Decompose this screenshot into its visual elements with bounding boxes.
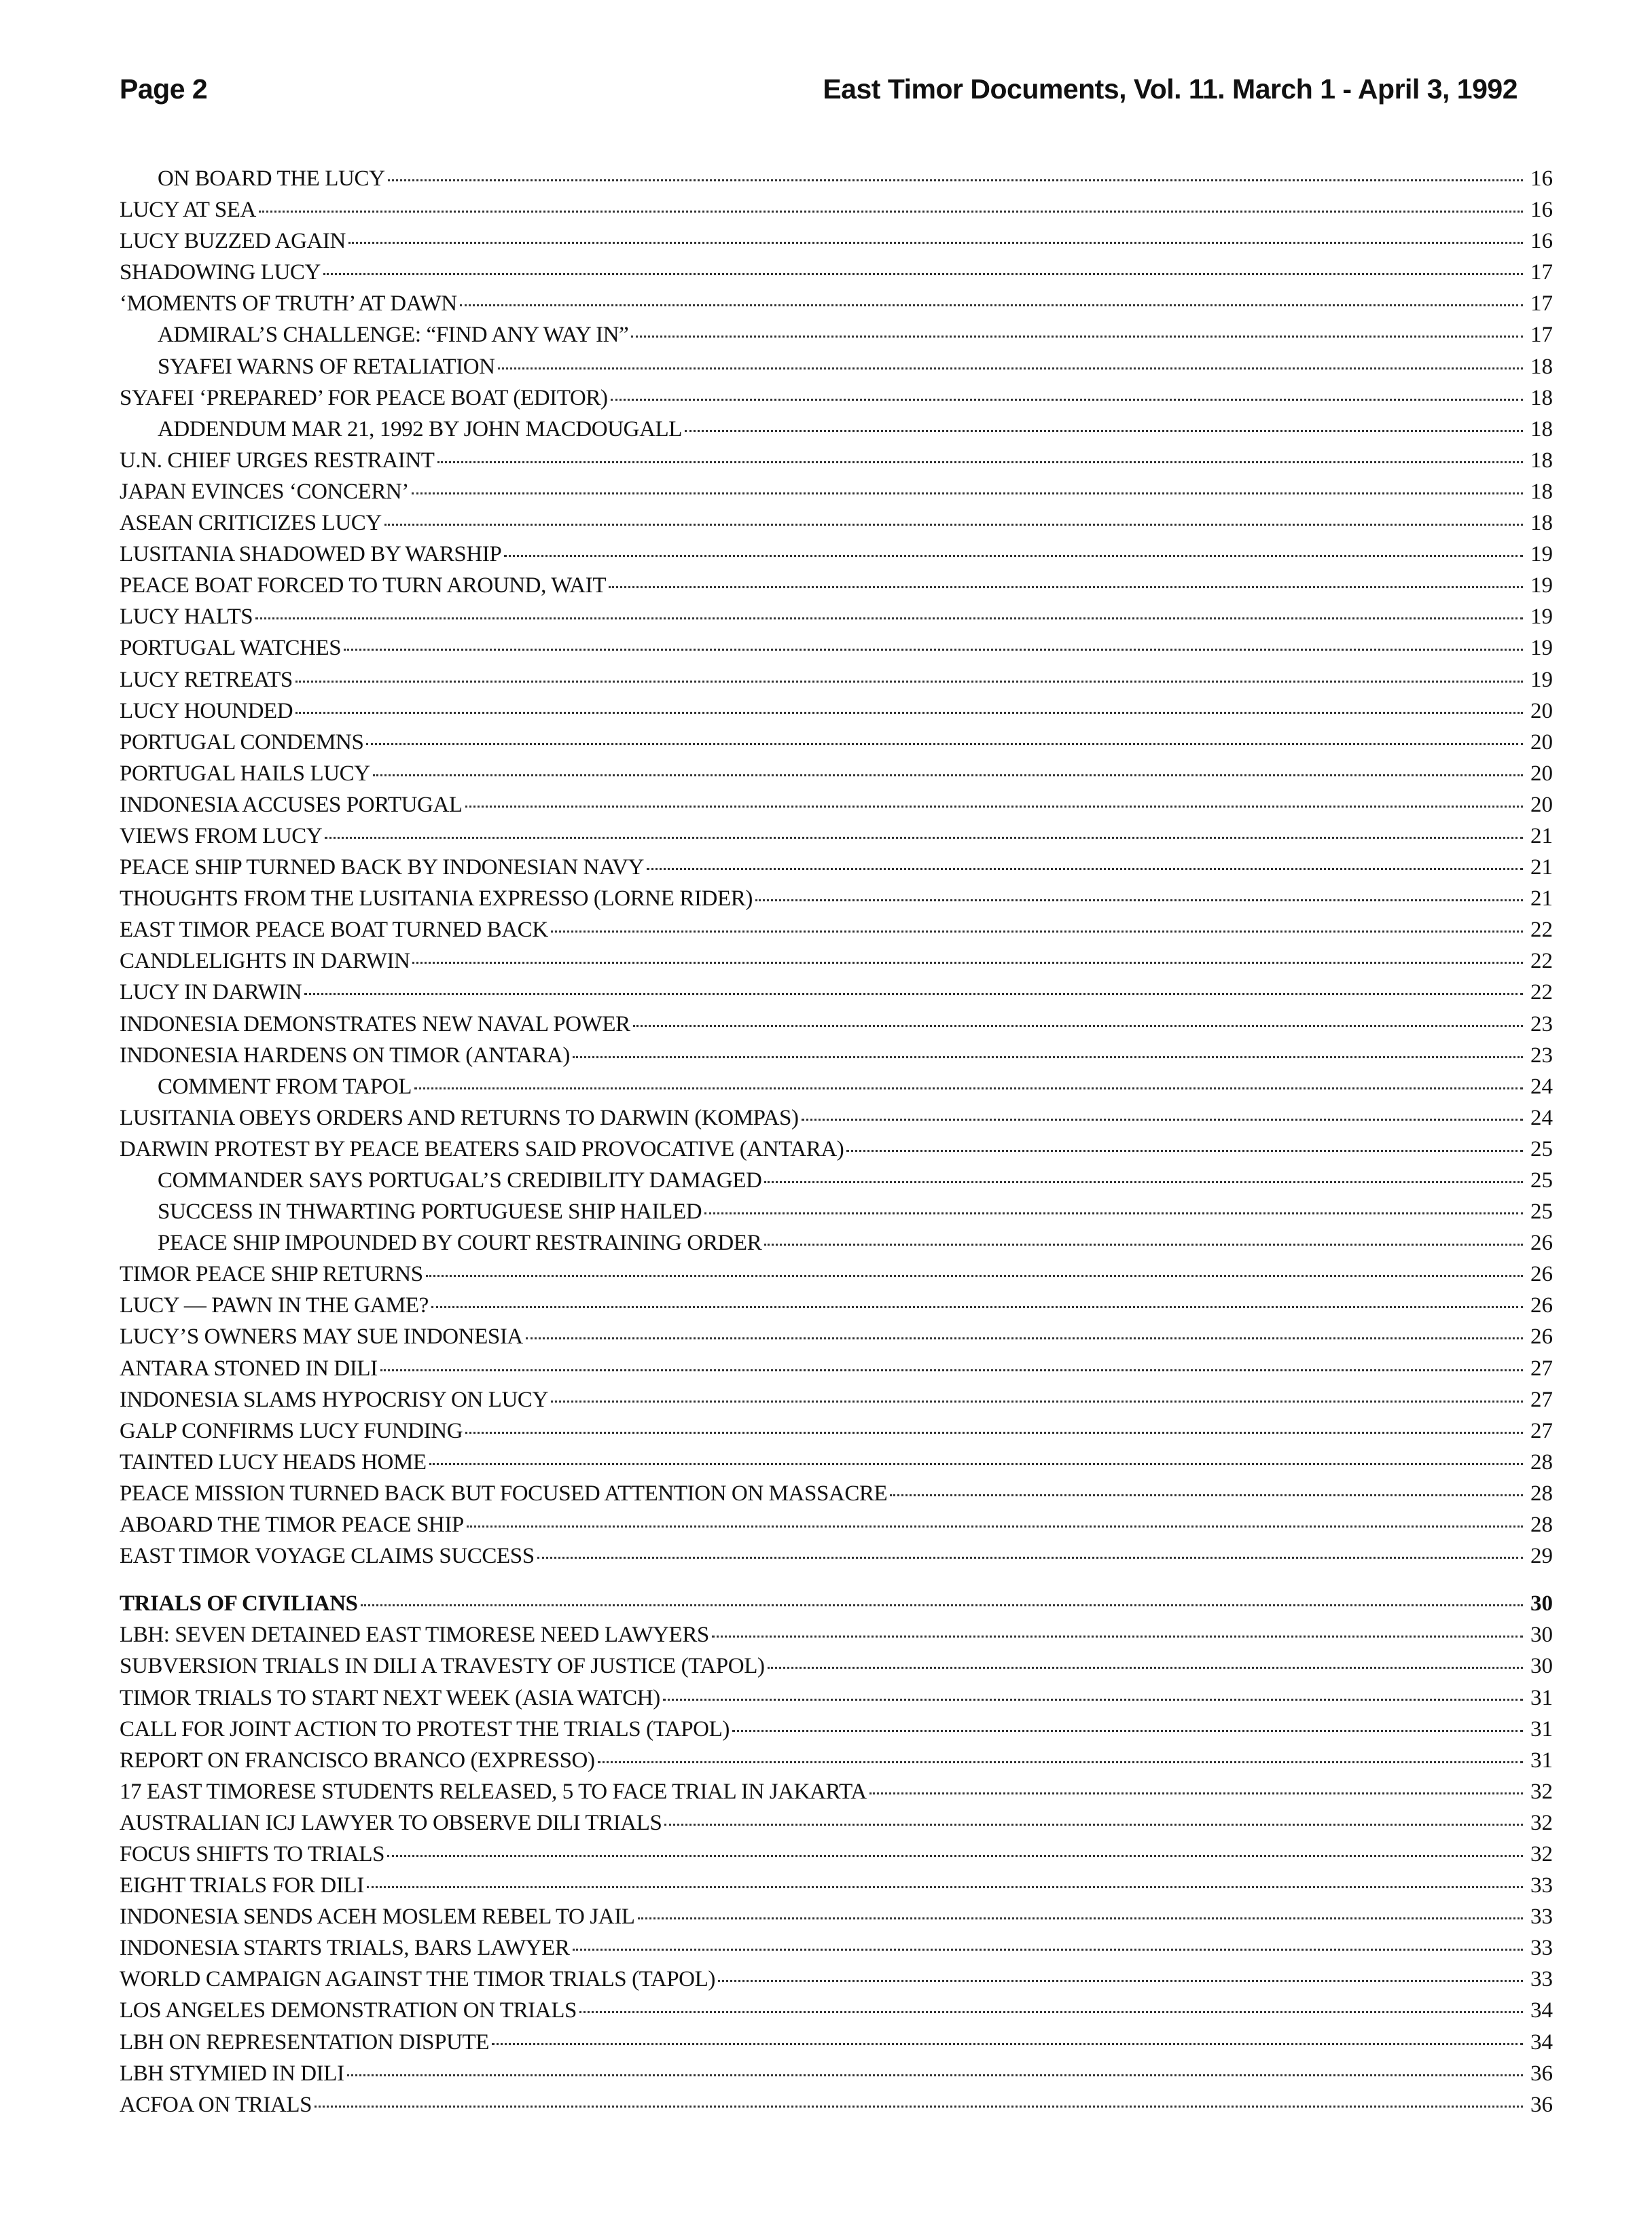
toc-entry-page: 32	[1530, 1779, 1553, 1804]
toc-entry-page: 27	[1530, 1387, 1553, 1412]
dot-leader	[361, 1604, 1523, 1606]
toc-entry	[120, 445, 1553, 476]
toc-entry-page: 20	[1530, 698, 1553, 723]
toc-entry-title: LUCY HALTS	[120, 604, 253, 630]
dot-leader	[846, 1150, 1523, 1152]
dot-leader	[647, 868, 1523, 870]
toc-entry-title: PORTUGAL HAILS LUCY	[120, 761, 370, 786]
toc-entry	[120, 319, 1553, 350]
toc-entry-page: 31	[1530, 1748, 1553, 1773]
toc-entry	[120, 1196, 1553, 1227]
toc-entry	[120, 945, 1553, 977]
toc-entry	[120, 539, 1553, 570]
dot-leader	[663, 1699, 1523, 1701]
toc-entry-title: INDONESIA SLAMS HYPOCRISY ON LUCY	[120, 1387, 548, 1412]
toc-entry-page: 30	[1530, 1591, 1553, 1617]
dot-leader	[551, 1401, 1523, 1403]
dot-leader	[611, 399, 1523, 401]
toc-entry-page: 26	[1530, 1231, 1553, 1256]
toc-entry	[120, 820, 1553, 852]
toc-entry-page: 31	[1530, 1716, 1553, 1741]
dot-leader	[366, 743, 1523, 745]
toc-entry-page: 33	[1530, 1967, 1553, 1992]
toc-entry-page: 18	[1530, 448, 1553, 473]
toc-entry	[120, 1870, 1553, 1901]
toc-entry-page: 24	[1530, 1074, 1553, 1099]
toc-entry	[120, 1807, 1553, 1839]
dot-leader	[664, 1824, 1523, 1826]
toc-entry-page: 25	[1530, 1199, 1553, 1225]
dot-leader	[504, 555, 1523, 557]
toc-entry	[120, 570, 1553, 601]
toc-entry	[120, 382, 1553, 414]
toc-entry-title: ACFOA ON TRIALS	[120, 2092, 312, 2117]
toc-entry-title: EAST TIMOR VOYAGE CLAIMS SUCCESS	[120, 1544, 535, 1569]
toc-entry	[120, 1619, 1553, 1650]
dot-leader	[323, 273, 1523, 275]
toc-entry-page: 33	[1530, 1873, 1553, 1898]
toc-entry	[120, 1447, 1553, 1478]
page-header	[120, 73, 1518, 114]
toc-entry-page: 25	[1530, 1136, 1553, 1161]
toc-entry-page: 27	[1530, 1356, 1553, 1381]
toc-entry-page: 23	[1530, 1043, 1553, 1068]
toc-entry-title: VIEWS FROM LUCY	[120, 823, 323, 848]
dot-leader	[387, 1855, 1523, 1857]
toc-entry-title: THOUGHTS FROM THE LUSITANIA EXPRESSO (LORNE RIDER)	[120, 886, 753, 911]
toc-entry	[120, 507, 1553, 539]
toc-entry	[120, 664, 1553, 696]
toc-entry	[120, 1134, 1553, 1165]
dot-leader	[890, 1494, 1523, 1496]
toc-entry-title: 17 EAST TIMORESE STUDENTS RELEASED, 5 TO FACE TRIAL IN JAKARTA	[120, 1779, 867, 1804]
toc-entry	[120, 1040, 1553, 1071]
toc-entry-title: SYAFEI ‘PREPARED’ FOR PEACE BOAT (EDITOR)	[120, 385, 608, 410]
toc-entry	[120, 1321, 1553, 1352]
dot-leader	[526, 1337, 1523, 1339]
toc-entry	[120, 1540, 1553, 1572]
toc-entry	[120, 2027, 1553, 2058]
toc-entry-title: COMMENT FROM TAPOL	[158, 1074, 412, 1099]
toc-entry	[120, 758, 1553, 789]
toc-entry-title: CANDLELIGHTS IN DARWIN	[120, 949, 410, 974]
toc-entry-title: TIMOR PEACE SHIP RETURNS	[120, 1262, 423, 1287]
dot-leader	[551, 931, 1523, 933]
document-title: East Timor Documents, Vol. 11. March 1 - April 3, 1992	[823, 73, 1518, 105]
toc-entry-title: PEACE SHIP TURNED BACK BY INDONESIAN NAVY	[120, 855, 644, 880]
toc-entry-page: 28	[1530, 1481, 1553, 1506]
toc-entry-page: 18	[1530, 385, 1553, 410]
toc-entry-title: LOS ANGELES DEMONSTRATION ON TRIALS	[120, 1998, 577, 2023]
toc-entry	[120, 1290, 1553, 1321]
dot-leader	[325, 837, 1523, 839]
toc-entry-page: 33	[1530, 1904, 1553, 1930]
toc-entry	[120, 1509, 1553, 1540]
dot-leader	[573, 1056, 1523, 1058]
toc-entry-page: 20	[1530, 761, 1553, 786]
dot-leader	[492, 2043, 1523, 2045]
toc-entry-page: 20	[1530, 729, 1553, 755]
toc-entry-title: INDONESIA DEMONSTRATES NEW NAVAL POWER	[120, 1011, 630, 1036]
dot-leader	[712, 1636, 1523, 1638]
toc-entry-title: PORTUGAL WATCHES	[120, 636, 342, 661]
toc-entry	[120, 1714, 1553, 1745]
dot-leader	[315, 2106, 1523, 2108]
dot-leader	[348, 242, 1523, 244]
table-of-contents	[120, 163, 1553, 2120]
toc-entry-title: PEACE BOAT FORCED TO TURN AROUND, WAIT	[120, 573, 607, 598]
toc-entry-title: TRIALS OF CIVILIANS	[120, 1591, 358, 1617]
toc-entry-page: 26	[1530, 1262, 1553, 1287]
dot-leader	[467, 1525, 1523, 1528]
toc-entry	[120, 914, 1553, 945]
toc-entry-title: DARWIN PROTEST BY PEACE BEATERS SAID PROVOCATIVE (ANTARA)	[120, 1136, 844, 1161]
dot-leader	[609, 586, 1523, 588]
toc-entry-page: 28	[1530, 1513, 1553, 1538]
toc-entry-page: 26	[1530, 1293, 1553, 1318]
toc-entry	[120, 1776, 1553, 1807]
toc-entry	[120, 1259, 1553, 1290]
toc-entry-page: 32	[1530, 1841, 1553, 1866]
toc-entry-title: LUCY RETREATS	[120, 667, 293, 692]
toc-entry	[120, 1415, 1553, 1447]
toc-entry-title: CALL FOR JOINT ACTION TO PROTEST THE TRIALS (TAPOL)	[120, 1716, 730, 1741]
dot-leader	[764, 1181, 1523, 1183]
dot-leader	[631, 336, 1523, 338]
dot-leader	[255, 617, 1523, 619]
toc-entry	[120, 632, 1553, 664]
toc-entry-title: INDONESIA HARDENS ON TIMOR (ANTARA)	[120, 1043, 570, 1068]
dot-leader	[685, 430, 1523, 432]
toc-entry-title: PORTUGAL CONDEMNS	[120, 729, 364, 755]
toc-entry-title: LUCY IN DARWIN	[120, 980, 302, 1005]
toc-entry-page: 34	[1530, 1998, 1553, 2023]
toc-entry	[120, 1932, 1553, 1964]
toc-entry-page: 22	[1530, 980, 1553, 1005]
dot-leader	[802, 1119, 1523, 1121]
toc-entry-page: 18	[1530, 511, 1553, 536]
toc-entry	[120, 1682, 1553, 1714]
toc-entry-page: 17	[1530, 323, 1553, 348]
toc-entry	[120, 852, 1553, 883]
dot-leader	[295, 712, 1523, 714]
toc-entry-title: LUCY’S OWNERS MAY SUE INDONESIA	[120, 1324, 523, 1350]
toc-entry-page: 24	[1530, 1105, 1553, 1130]
toc-entry	[120, 883, 1553, 914]
toc-entry-title: LBH STYMIED IN DILI	[120, 2061, 344, 2086]
toc-entry-page: 21	[1530, 823, 1553, 848]
toc-entry	[120, 1353, 1553, 1384]
toc-entry-page: 18	[1530, 354, 1553, 379]
toc-entry-title: SYAFEI WARNS OF RETALIATION	[158, 354, 495, 379]
toc-entry	[120, 727, 1553, 758]
toc-entry-title: PEACE SHIP IMPOUNDED BY COURT RESTRAINING ORDER	[158, 1231, 762, 1256]
toc-entry-page: 22	[1530, 949, 1553, 974]
toc-entry	[120, 163, 1553, 194]
toc-entry	[120, 1478, 1553, 1509]
toc-entry	[120, 1384, 1553, 1415]
dot-leader	[579, 2011, 1523, 2013]
dot-leader	[429, 1463, 1523, 1465]
toc-entry	[120, 288, 1553, 319]
toc-entry	[120, 2089, 1553, 2120]
toc-entry-title: PEACE MISSION TURNED BACK BUT FOCUSED ATTENTION ON MASSACRE	[120, 1481, 888, 1506]
toc-entry-title: AUSTRALIAN ICJ LAWYER TO OBSERVE DILI TRIALS	[120, 1810, 662, 1835]
dot-leader	[598, 1761, 1523, 1763]
toc-entry-page: 29	[1530, 1544, 1553, 1569]
toc-entry-title: JAPAN EVINCES ‘CONCERN’	[120, 479, 409, 504]
dot-leader	[573, 1949, 1523, 1951]
toc-entry-title: GALP CONFIRMS LUCY FUNDING	[120, 1418, 463, 1443]
dot-leader	[768, 1667, 1523, 1669]
toc-entry-page: 30	[1530, 1654, 1553, 1679]
toc-entry	[120, 1901, 1553, 1932]
dot-leader	[373, 774, 1523, 776]
dot-leader	[380, 1369, 1523, 1371]
dot-leader	[384, 524, 1523, 526]
toc-entry	[120, 1009, 1553, 1040]
toc-entry-title: INDONESIA SENDS ACEH MOSLEM REBEL TO JAIL	[120, 1904, 635, 1930]
dot-leader	[732, 1730, 1523, 1732]
dot-leader	[259, 211, 1523, 213]
dot-leader	[755, 899, 1523, 901]
toc-entry-page: 28	[1530, 1449, 1553, 1475]
toc-entry	[120, 257, 1553, 288]
dot-leader	[431, 1306, 1523, 1308]
toc-entry-page: 16	[1530, 166, 1553, 191]
dot-leader	[460, 304, 1523, 306]
toc-entry-page: 19	[1530, 667, 1553, 692]
toc-entry-title: TIMOR TRIALS TO START NEXT WEEK (ASIA WATCH)	[120, 1685, 660, 1710]
dot-leader	[537, 1557, 1523, 1559]
toc-entry-page: 22	[1530, 918, 1553, 943]
dot-leader	[367, 1886, 1523, 1888]
toc-entry-title: ADDENDUM MAR 21, 1992 BY JOHN MACDOUGALL	[158, 416, 683, 441]
toc-entry-page: 19	[1530, 636, 1553, 661]
toc-entry-title: COMMANDER SAYS PORTUGAL’S CREDIBILITY DAMAGED	[158, 1168, 762, 1193]
toc-entry-title: WORLD CAMPAIGN AGAINST THE TIMOR TRIALS (TAPOL)	[120, 1967, 715, 1992]
toc-entry-title: SHADOWING LUCY	[120, 260, 321, 285]
toc-entry-page: 27	[1530, 1418, 1553, 1443]
toc-entry	[120, 696, 1553, 727]
toc-entry	[120, 977, 1553, 1008]
toc-entry	[120, 1745, 1553, 1776]
toc-entry	[120, 1839, 1553, 1870]
toc-entry-title: LUCY AT SEA	[120, 198, 256, 223]
toc-entry	[120, 1227, 1553, 1259]
toc-entry-title: ‘MOMENTS OF TRUTH’ AT DAWN	[120, 291, 457, 317]
toc-entry-title: INDONESIA STARTS TRIALS, BARS LAWYER	[120, 1936, 570, 1961]
toc-entry-page: 26	[1530, 1324, 1553, 1350]
dot-leader	[437, 461, 1523, 463]
toc-entry-title: SUCCESS IN THWARTING PORTUGUESE SHIP HAILED	[158, 1199, 702, 1225]
toc-entry-title: FOCUS SHIFTS TO TRIALS	[120, 1841, 385, 1866]
dot-leader	[498, 367, 1523, 369]
toc-entry-page: 33	[1530, 1936, 1553, 1961]
toc-section-heading	[120, 1588, 1553, 1619]
toc-entry-title: LUSITANIA OBEYS ORDERS AND RETURNS TO DARWIN (KOMPAS)	[120, 1105, 799, 1130]
toc-entry-title: LUCY — PAWN IN THE GAME?	[120, 1293, 429, 1318]
toc-entry	[120, 351, 1553, 382]
toc-entry-page: 23	[1530, 1011, 1553, 1036]
dot-leader	[304, 993, 1523, 995]
toc-entry	[120, 1995, 1553, 2026]
toc-entry	[120, 1071, 1553, 1102]
dot-leader	[412, 492, 1523, 494]
dot-leader	[704, 1212, 1523, 1214]
toc-entry	[120, 476, 1553, 507]
page-number-label: Page 2	[120, 73, 208, 105]
toc-entry-title: ADMIRAL’S CHALLENGE: “FIND ANY WAY IN”	[158, 323, 629, 348]
toc-entry	[120, 1964, 1553, 1995]
dot-leader	[465, 1432, 1523, 1434]
toc-entry-page: 17	[1530, 291, 1553, 317]
toc-entry-page: 16	[1530, 198, 1553, 223]
toc-entry	[120, 789, 1553, 820]
toc-entry-title: TAINTED LUCY HEADS HOME	[120, 1449, 427, 1475]
toc-entry-title: EAST TIMOR PEACE BOAT TURNED BACK	[120, 918, 548, 943]
dot-leader	[344, 649, 1523, 651]
toc-entry	[120, 1102, 1553, 1134]
dot-leader	[414, 1087, 1523, 1089]
dot-leader	[388, 179, 1523, 181]
toc-entry-page: 31	[1530, 1685, 1553, 1710]
toc-entry-page: 32	[1530, 1810, 1553, 1835]
toc-entry-title: ANTARA STONED IN DILI	[120, 1356, 378, 1381]
dot-leader	[869, 1792, 1523, 1794]
toc-entry-page: 17	[1530, 260, 1553, 285]
toc-entry-page: 19	[1530, 604, 1553, 630]
toc-entry-title: LBH: SEVEN DETAINED EAST TIMORESE NEED LAWYERS	[120, 1623, 709, 1648]
toc-entry-title: LUSITANIA SHADOWED BY WARSHIP	[120, 542, 502, 567]
dot-leader	[412, 962, 1523, 964]
dot-leader	[426, 1275, 1523, 1277]
toc-entry-title: EIGHT TRIALS FOR DILI	[120, 1873, 364, 1898]
toc-entry	[120, 225, 1553, 257]
toc-entry-page: 19	[1530, 542, 1553, 567]
dot-leader	[633, 1025, 1523, 1027]
toc-entry-title: U.N. CHIEF URGES RESTRAINT	[120, 448, 435, 473]
toc-entry-title: LUCY BUZZED AGAIN	[120, 229, 346, 254]
toc-entry	[120, 194, 1553, 225]
dot-leader	[764, 1244, 1523, 1246]
toc-entry-page: 36	[1530, 2092, 1553, 2117]
toc-entry-page: 36	[1530, 2061, 1553, 2086]
toc-entry-page: 34	[1530, 2029, 1553, 2055]
toc-entry	[120, 1650, 1553, 1682]
toc-entry-page: 18	[1530, 416, 1553, 441]
toc-entry-title: REPORT ON FRANCISCO BRANCO (EXPRESSO)	[120, 1748, 595, 1773]
toc-entry-title: LBH ON REPRESENTATION DISPUTE	[120, 2029, 490, 2055]
toc-entry-title: INDONESIA ACCUSES PORTUGAL	[120, 792, 463, 817]
toc-entry-page: 16	[1530, 229, 1553, 254]
toc-entry-title: ON BOARD THE LUCY	[158, 166, 385, 191]
toc-entry-page: 19	[1530, 573, 1553, 598]
toc-entry-page: 30	[1530, 1623, 1553, 1648]
dot-leader	[465, 806, 1523, 808]
toc-entry	[120, 414, 1553, 445]
toc-entry-page: 21	[1530, 886, 1553, 911]
toc-entry	[120, 601, 1553, 632]
toc-entry-title: SUBVERSION TRIALS IN DILI A TRAVESTY OF JUSTICE (TAPOL)	[120, 1654, 765, 1679]
toc-entry-page: 25	[1530, 1168, 1553, 1193]
dot-leader	[718, 1980, 1523, 1982]
toc-entry-page: 20	[1530, 792, 1553, 817]
toc-entry-page: 21	[1530, 855, 1553, 880]
toc-entry-title: LUCY HOUNDED	[120, 698, 293, 723]
toc-entry-title: ABOARD THE TIMOR PEACE SHIP	[120, 1513, 464, 1538]
toc-entry	[120, 2058, 1553, 2089]
toc-entry	[120, 1165, 1553, 1196]
dot-leader	[638, 1917, 1523, 1919]
dot-leader	[295, 681, 1523, 683]
dot-leader	[347, 2074, 1523, 2076]
toc-entry-title: ASEAN CRITICIZES LUCY	[120, 511, 382, 536]
toc-entry-page: 18	[1530, 479, 1553, 504]
